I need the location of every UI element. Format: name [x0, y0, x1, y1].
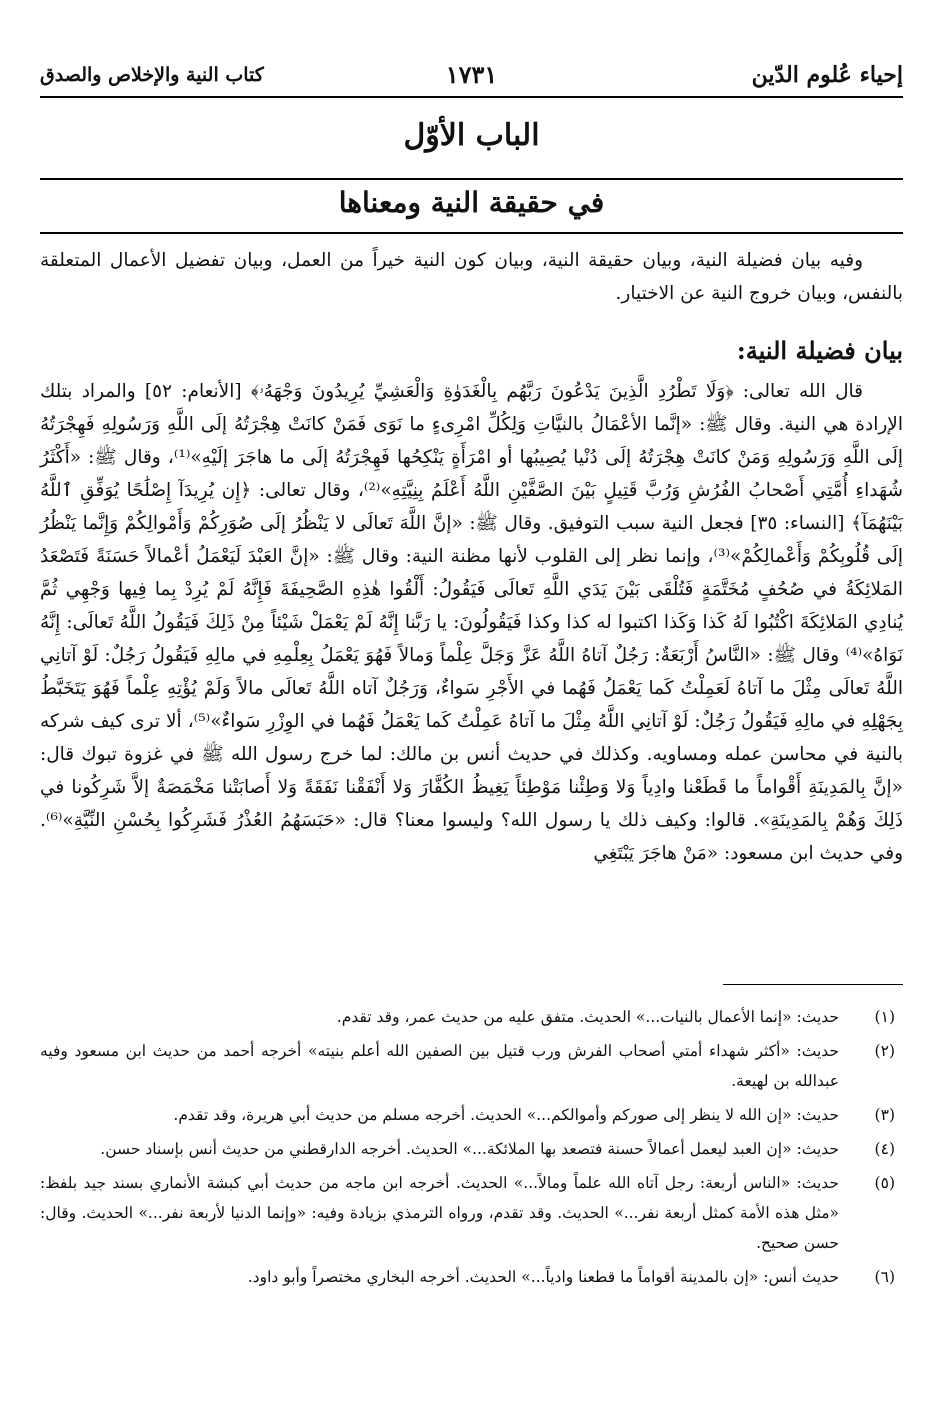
footnote-text: حديث: «إن العبد ليعمل أعمالاً حسنة فتصعد بها الملائكة...» الحديث. أخرجه الدارقطني من حديث أنس بإسناد حسن. — [100, 1140, 839, 1158]
footnote-text: حديث: «أكثر شهداء أمتي أصحاب الفرش ورب قتيل بين الصفين الله أعلم بنيته» أخرجه أحمد من حديث ابن مسعود وفيه عبدالله بن لهيعة. — [40, 1042, 839, 1090]
body-text — [40, 244, 903, 870]
footnote-number: (٥) — [874, 1174, 895, 1192]
subheading: بيان فضيلة النية: — [736, 336, 903, 365]
chapter-name: كتاب النية والإخلاص والصدق — [40, 64, 264, 86]
footnote — [40, 1168, 903, 1258]
footnote-rule — [723, 984, 903, 985]
main-paragraph: قال الله تعالى: ﴿وَلَا تَطْرُدِ الَّذِينَ يَدْعُونَ رَبَّهُم بِالْغَدَوٰةِ وَالْعَشِيِّ يُرِيدُونَ وَجْهَهُۥ﴾ [الأنعام: ٥٢] والمراد بتلك الإرادة هي النية. وقال ﷺ: «إنَّما الأعْمَالُ بالنيَّاتِ وَلِكُلِّ امْرِىءٍ ما نَوَى فَمَنْ كانَتْ هِجْرَتُهُ إلَى اللَّهِ وَرَسُولِهِ فَهِجْرَتُهُ إلَى اللَّهِ وَرَسُولِهِ وَمَنْ كانَتْ هِجْرَتُهُ إلَى دُنْيا يُصِيبُها أو امْرَأَةٍ يَنْكِحُها فَهِجْرَتُهُ إلَى ما هاجَرَ إلَيْهِ»⁽¹⁾، وقال ﷺ: «أَكْثَرُ شُهَداءِ أُمَّتِي أَصْحابُ الفُرُشِ وَرُبَّ قَتِيلٍ بَيْنَ الصَّفَّيْنِ اللَّهُ أَعْلَمُ بِنِيَّتِهِ»⁽²⁾، وقال تعالى: ﴿إِن يُرِيدَآ إِصْلَٰحًا يُوَفِّقِ ٱللَّهُ بَيْنَهُمَآ﴾ [النساء: ٣٥] فجعل النية سبب التوفيق. وقال ﷺ: «إنَّ اللَّهَ تَعالَى لا يَنْظُرُ إلَى صُوَرِكُمْ وَأَمْوالِكُمْ وَإِنَّما يَنْظُرُ إلَى قُلُوبِكُمْ وَأَعْمالِكُمْ»⁽³⁾، وإنما نظر إلى القلوب لأنها مظنة النية: وقال ﷺ: «إنَّ العَبْدَ لَيَعْمَلُ أعْمالاً حَسَنَةً فَتَصْعَدُ المَلائِكَةُ في صُحُفٍ مُخَتَّمَةٍ فَتُلْقَى بَيْنَ يَدَي اللَّهِ تَعالَى فَيَقُولُ: أَلْقُوا هٰذِهِ الصَّحِيفَةَ فَإِنَّهُ لَمْ يُرِدْ بِما فِيها وَجْهِي ثُمَّ يُنادِي المَلائِكَةَ اكْتُبُوا لَهُ كَذا وَكَذا اكتبوا له كذا وكذا فَيَقُولُونَ: يا رَبَّنا إِنَّهُ لَمْ يَعْمَلْ شَيْئاً مِنْ ذَلِكَ فَيَقُولُ اللَّهُ تَعالَى: إِنَّهُ نَوَاهُ»⁽⁴⁾ وقال ﷺ: «النَّاسُ أَرْبَعَةٌ: رَجُلٌ آتاهُ اللَّهُ عَزَّ وَجَلَّ عِلْماً وَمالاً فَهُوَ يَعْمَلُ بِعِلْمِهِ في مالِهِ فَيَقُولُ رَجُلٌ: لَوْ آتانِي اللَّهُ تَعالَى مِثْلَ ما آتاهُ لَعَمِلْتُ كَما يَعْمَلُ فَهُما في الأَجْرِ سَواءٌ، وَرَجُلٌ آتاه اللَّهُ تَعالَى مالاً وَلَمْ يُؤْتِهِ عِلْماً فَهُوَ يَتَخَبَّطُ بِجَهْلِهِ في مالِهِ فَيَقُولُ رَجُلٌ: لَوْ آتانِي اللَّهُ مِثْلَ ما آتاهُ عَمِلْتُ كَما يَعْمَلُ فَهُما في الوِزْرِ سَواءٌ»⁽⁵⁾، ألا ترى كيف شركه بالنية في محاسن عمله ومساويه. وكذلك في حديث أنس بن مالك: لما خرج رسول الله ﷺ في غزوة تبوك قال: «إنَّ بِالمَدِينَةِ أَقْواماً ما قَطَعْنا وادِياً وَلا وَطِئْنا مَوْطِئاً يَغِيظُ الكُفَّارَ وَلا أَنْفَقْنا نَفَقَةً وَلا أَصابَتْنا مَخْمَصَةٌ إلاَّ شَرِكُونا في ذَلِكَ وَهُمْ بِالمَدِينَةِ». قالوا: وكيف ذلك يا رسول الله؟ وليسوا معنا؟ قال: «حَبَسَهُمُ العُذْرُ فَشَرِكُوا بِحُسْنِ النِّيَّةِ»⁽⁶⁾. وفي حديث ابن مسعود: «مَنْ هاجَرَ يَبْتَغِي — [40, 381, 904, 864]
footnote-number: (٦) — [874, 1268, 895, 1286]
page-number: ۱۷۳۱ — [445, 60, 498, 89]
footnote-number: (٢) — [874, 1042, 895, 1060]
running-header — [40, 56, 903, 96]
footnote — [40, 1262, 903, 1292]
footnotes — [40, 1002, 903, 1296]
chapter-title: الباب الأوّل — [403, 118, 540, 153]
footnote-text: حديث أنس: «إن بالمدينة أقواماً ما قطعنا وادياً...» الحديث. أخرجه البخاري مختصراً وأبو داود. — [247, 1268, 839, 1286]
section-title: في حقيقة النية ومعناها — [338, 186, 605, 219]
book-title: إحياء عُلوم الدّين — [751, 62, 903, 88]
footnote — [40, 1100, 903, 1130]
footnote-number: (٤) — [874, 1140, 895, 1158]
footnote — [40, 1134, 903, 1164]
footnote-number: (١) — [874, 1008, 895, 1026]
section-top-rule — [40, 178, 903, 180]
footnote-text: حديث: «إن الله لا ينظر إلى صوركم وأموالكم...» الحديث. أخرجه مسلم من حديث أبي هريرة، وقد تقدم. — [173, 1106, 839, 1124]
footnote-text: حديث: «الناس أربعة: رجل آتاه الله علماً ومالاً...» الحديث. أخرجه ابن ماجه من حديث أبي كبشة الأنماري بسند جيد بلفظ: «مثل هذه الأمة كمثل أربعة نفر...» الحديث. وقد تقدم، ورواه الترمذي بزيادة وفيه: «وإنما الدنيا لأربعة نفر...» الحديث. وقال: حسن صحيح. — [40, 1174, 839, 1252]
section-bottom-rule — [40, 232, 903, 234]
footnote-text: حديث: «إنما الأعمال بالنيات...» الحديث. متفق عليه من حديث عمر، وقد تقدم. — [336, 1008, 839, 1026]
intro-paragraph: وفيه بيان فضيلة النية، وبيان حقيقة النية، وبيان كون النية خيراً من العمل، وبيان تفضيل الأعمال المتعلقة بالنفس، وبيان خروج النية عن الاختيار. — [40, 250, 903, 304]
header-rule — [40, 96, 903, 98]
footnote-number: (٣) — [874, 1106, 895, 1124]
footnote — [40, 1002, 903, 1032]
footnote — [40, 1036, 903, 1096]
